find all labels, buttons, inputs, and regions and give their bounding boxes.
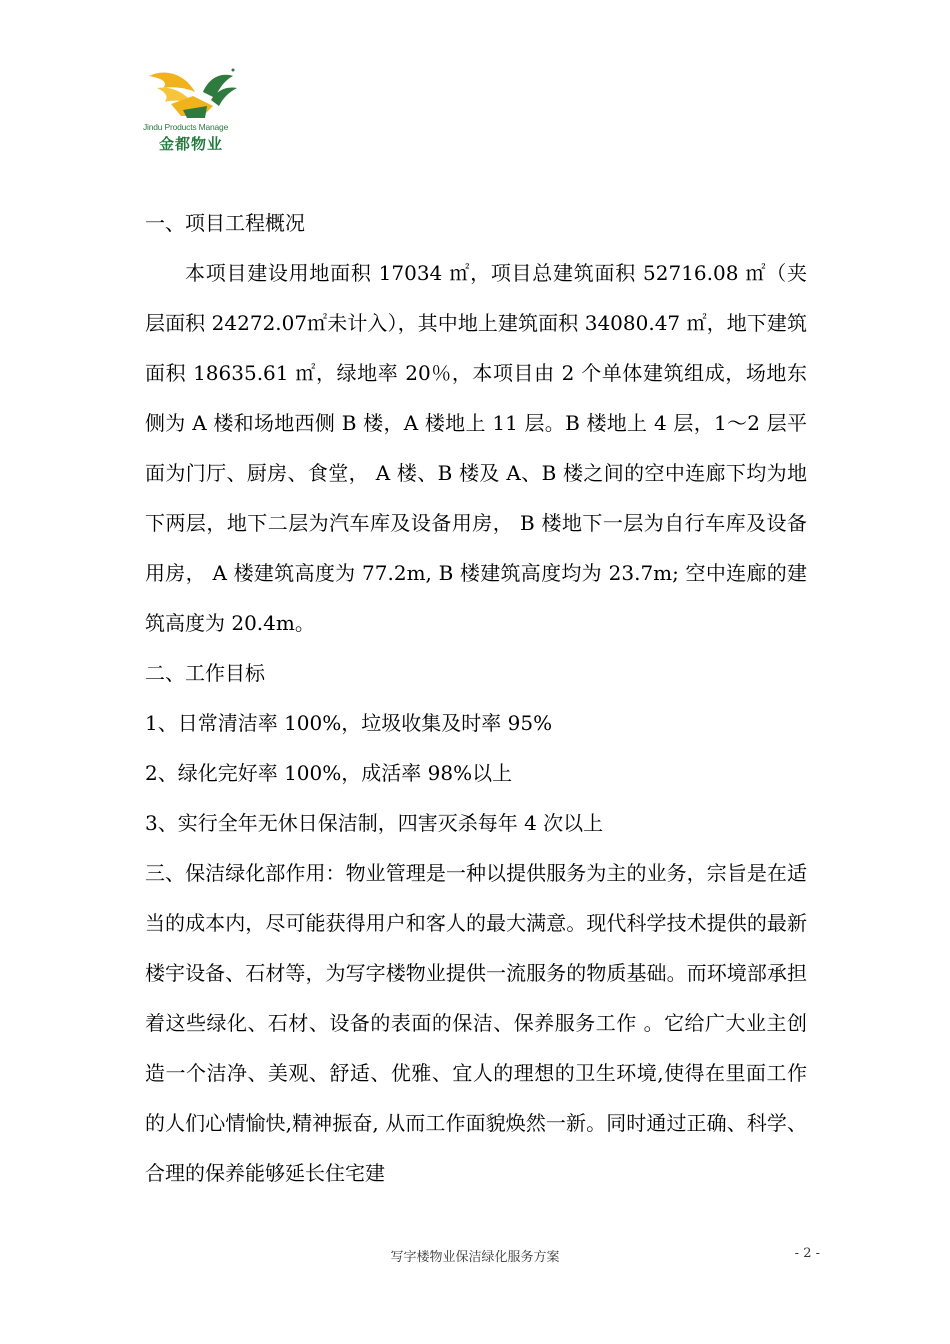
jindu-emblem-icon bbox=[143, 66, 241, 122]
department-role-paragraph: 三、保洁绿化部作用：物业管理是一种以提供服务为主的业务，宗旨是在适当的成本内，尽可能获得用户和客人的最大满意。现代科学技术提供的最新楼宇设备、石材等，为写字楼物业提供一流服务的物质基础。而环境部承担着这些绿化、石材、设备的表面的保洁、保养服务工作 。它给广大业主创造一个洁净、美观、舒适、优雅、宜人的理想的卫生环境,使得在里面工作的人们心情愉快,精神振奋, 从而工作面貌焕然一新。同时通过正确、科学、合理的保养能够延长住宅建 bbox=[145, 861, 807, 1185]
page-number: - 2 - bbox=[794, 1246, 820, 1261]
logo-chinese-name: 金都物业 bbox=[159, 135, 224, 153]
document-body bbox=[145, 198, 807, 1198]
company-logo bbox=[143, 66, 241, 153]
section-heading-work-goals: 二、工作目标 bbox=[145, 661, 265, 685]
project-overview-paragraph: 本项目建设用地面积 17034 ㎡，项目总建筑面积 52716.08 ㎡（夹层面积 24272.07㎡未计入），其中地上建筑面积 34080.47 ㎡，地下建筑面积 18635.61 ㎡，绿地率 20％，本项目由 2 个单体建筑组成，场地东侧为 A 楼和场地西侧 B 楼，A 楼地上 11 层。B 楼地上 4 层，1～2 层平面为门厅、厨房、食堂， A 楼、B 楼及 A、B 楼之间的空中连廊下均为地下两层，地下二层为汽车库及设备用房， B 楼地下一层为自行车库及设备用房， A 楼建筑高度为 77.2m, B 楼建筑高度均为 23.7m; 空中连廊的建筑高度为 20.4m。 bbox=[145, 261, 807, 635]
footer-document-title: 写字楼物业保洁绿化服务方案 bbox=[390, 1250, 560, 1265]
goal-item-1: 1、日常清洁率 100%，垃圾收集及时率 95% bbox=[145, 711, 553, 735]
section-heading-project-overview: 一、项目工程概况 bbox=[145, 211, 305, 235]
logo-english-name: Jindu Products Manage bbox=[143, 122, 229, 132]
goal-item-3: 3、实行全年无休日保洁制，四害灭杀每年 4 次以上 bbox=[145, 811, 604, 835]
goal-item-2: 2、绿化完好率 100%，成活率 98%以上 bbox=[145, 761, 513, 785]
